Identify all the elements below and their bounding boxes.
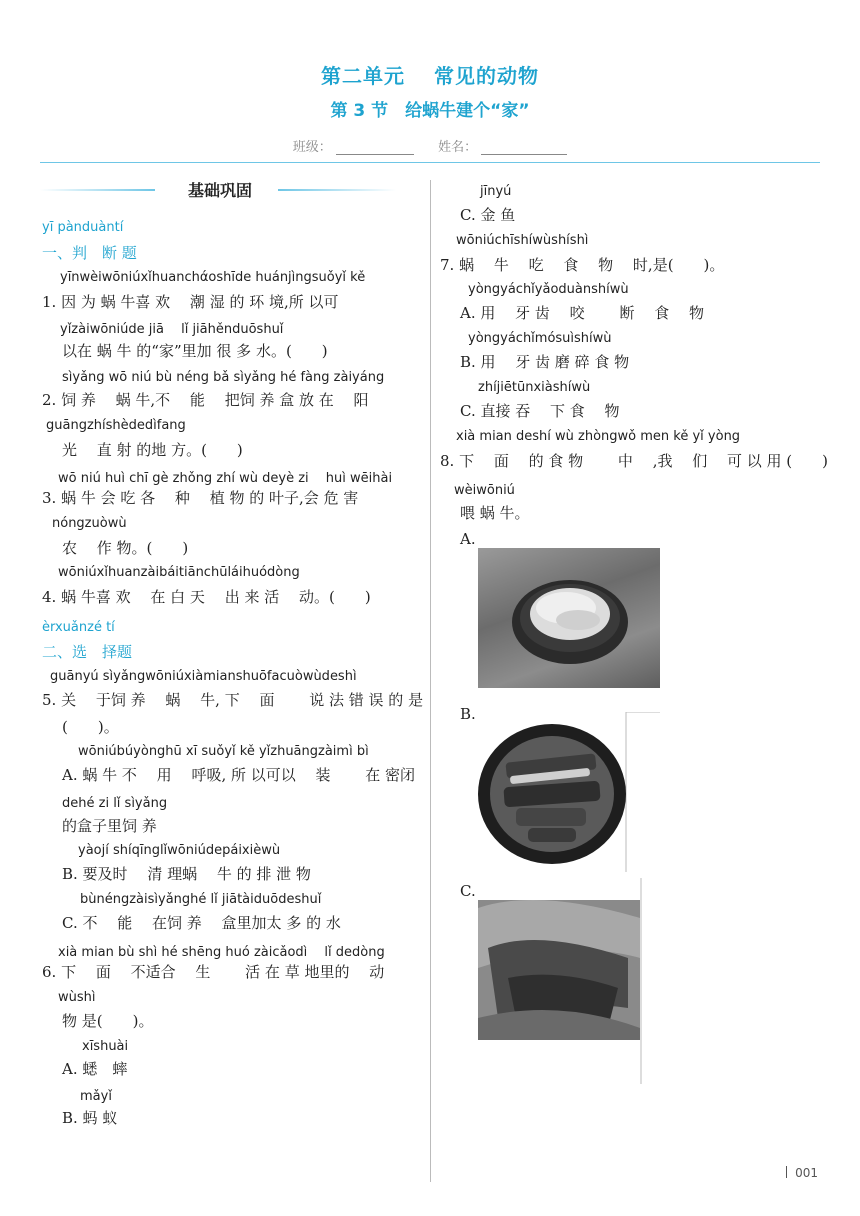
q8-option-b-label: B. <box>460 705 476 723</box>
q5-a-pinyin-1: wōniúbúyònghū xī suǒyǐ kě yǐzhuāngzàimì bì <box>78 744 369 759</box>
column-divider <box>430 180 431 1182</box>
q2-pinyin-1: sìyǎng wō niú bù néng bǎ sìyǎng hé fàng zàiyáng <box>62 370 385 385</box>
q2-line-2: 光 直 射 的地 方。( ) <box>62 441 243 459</box>
q1-pinyin-1: yīnwèiwōniúxǐhuanchάoshīde huánjìngsuǒyǐ kě <box>60 270 366 285</box>
q3-line-1: 3. 蜗 牛 会 吃 各 种 植 物 的 叶子,会 危 害 <box>42 489 359 507</box>
q6-option-c: C. 金 鱼 <box>460 206 516 224</box>
q6-c-pinyin: jīnyú <box>480 184 512 199</box>
page-number: 001 <box>786 1166 818 1180</box>
q2-line-1: 2. 饲 养 蜗 牛,不 能 把饲 养 盒 放 在 阳 <box>42 391 369 409</box>
q5-line-1: 5. 关 于饲 养 蜗 牛, 下 面 说 法 错 误 的 是 <box>42 691 424 709</box>
q6-line-1: 6. 下 面 不适合 生 活 在 草 地里的 动 <box>42 963 385 981</box>
q6-b-pinyin: mǎyǐ <box>80 1089 112 1104</box>
q4-line-1: 4. 蜗 牛喜 欢 在 白 天 出 来 活 动。( ) <box>42 588 371 606</box>
class-blank[interactable] <box>336 140 414 155</box>
section-title: 基础巩固 <box>187 181 252 200</box>
q7-pinyin-1: wōniúchīshíwùshíshì <box>456 233 589 248</box>
q8-option-c-label: C. <box>460 882 476 900</box>
q5-line-1b: ( )。 <box>62 718 119 736</box>
q7-b-pinyin: yòngyáchǐmósuìshíwù <box>468 331 612 346</box>
name-blank[interactable] <box>481 140 567 155</box>
q1-pinyin-2: yǐzàiwōniúde jiā lǐ jiāhěnduōshuǐ <box>60 322 284 337</box>
q3-pinyin-1: wō niú huì chī gè zhǒng zhí wù deyè zi huì wēihài <box>58 471 393 486</box>
q7-line-1: 7. 蜗 牛 吃 食 物 时,是( )。 <box>440 256 725 274</box>
q6-option-b: B. 蚂 蚁 <box>62 1109 118 1127</box>
q5-pinyin-1: guānyú sìyǎngwōniúxiàmianshuōfacuòwùdeshì <box>50 669 357 684</box>
q1-line-1: 1. 因 为 蜗 牛喜 欢 潮 湿 的 环 境,所 以可 <box>42 293 339 311</box>
q6-a-pinyin: xīshuài <box>82 1039 129 1054</box>
q8-option-a-label: A. <box>460 530 476 548</box>
q5-option-b: B. 要及时 清 理蜗 牛 的 排 泄 物 <box>62 865 311 883</box>
meat-image <box>476 712 660 872</box>
part1-heading: 一、判 断 题 <box>42 244 137 262</box>
q5-option-a-line-1: A. 蜗 牛 不 用 呼吸, 所 以可以 装 在 密闭 <box>62 766 416 784</box>
q5-a-pinyin-2: dehé zi lǐ sìyǎng <box>62 796 168 811</box>
q2-pinyin-2: guāngzhíshèdedìfang <box>46 418 186 433</box>
q5-option-a-line-2: 的盒子里饲 养 <box>62 817 157 835</box>
q8-line-1: 8. 下 面 的 食 物 中 ,我 们 可 以 用 ( ) <box>440 452 829 470</box>
q3-line-2: 农 作 物。( ) <box>62 539 189 557</box>
part2-heading: 二、选 择题 <box>42 643 133 661</box>
class-name-row <box>0 136 860 155</box>
unit-title: 第二单元 常见的动物 <box>321 64 539 88</box>
rice-photo[interactable] <box>478 548 660 688</box>
q7-option-a: A. 用 牙 齿 咬 断 食 物 <box>460 304 704 322</box>
part2-pinyin: èrxuǎnzé tí <box>42 620 115 635</box>
q5-b-pinyin: yàojí shíqīnglǐwōniúdepáixièwù <box>78 843 281 858</box>
lesson-title: 第 3 节 给蜗牛建个“家” <box>330 101 530 121</box>
q1-line-2: 以在 蜗 牛 的“家”里加 很 多 水。( ) <box>62 342 328 360</box>
q6-pinyin-2: wùshì <box>58 990 96 1005</box>
q7-c-pinyin: zhíjiētūnxiàshíwù <box>478 380 591 395</box>
q7-a-pinyin: yòngyáchǐyǎoduànshíwù <box>468 282 629 297</box>
q8-pinyin-2: wèiwōniú <box>454 483 515 498</box>
q5-option-c: C. 不 能 在饲 养 盒里加太 多 的 水 <box>62 914 341 932</box>
part1-pinyin: yī pànduàntí <box>42 220 124 235</box>
q4-pinyin-1: wōniúxǐhuanzàibáitiānchūláihuódòng <box>58 565 300 580</box>
leaves-image <box>478 878 644 1084</box>
q8-pinyin-1: xià mian deshí wù zhòngwǒ men kě yǐ yòng <box>456 429 741 444</box>
class-label: 班级： <box>292 140 332 155</box>
q6-pinyin-1: xià mian bù shì hé shēng huó zàicǎodì lǐ dedòng <box>58 945 385 960</box>
q8-line-2: 喂 蜗 牛。 <box>460 504 530 522</box>
q6-option-a: A. 蟋 蟀 <box>62 1060 128 1078</box>
meat-photo[interactable] <box>476 712 660 872</box>
q3-pinyin-2: nóngzuòwù <box>52 516 127 531</box>
leaves-photo[interactable] <box>478 878 644 1084</box>
rice-image <box>478 548 660 688</box>
q7-option-c: C. 直接 吞 下 食 物 <box>460 402 620 420</box>
header-divider <box>40 162 820 163</box>
q7-option-b: B. 用 牙 齿 磨 碎 食 物 <box>460 353 630 371</box>
q5-c-pinyin: bùnéngzàisìyǎnghé lǐ jiātàiduōdeshuǐ <box>80 892 322 907</box>
section-banner <box>40 176 400 204</box>
name-label: 姓名： <box>438 140 478 155</box>
q6-line-2: 物 是( )。 <box>62 1012 154 1030</box>
